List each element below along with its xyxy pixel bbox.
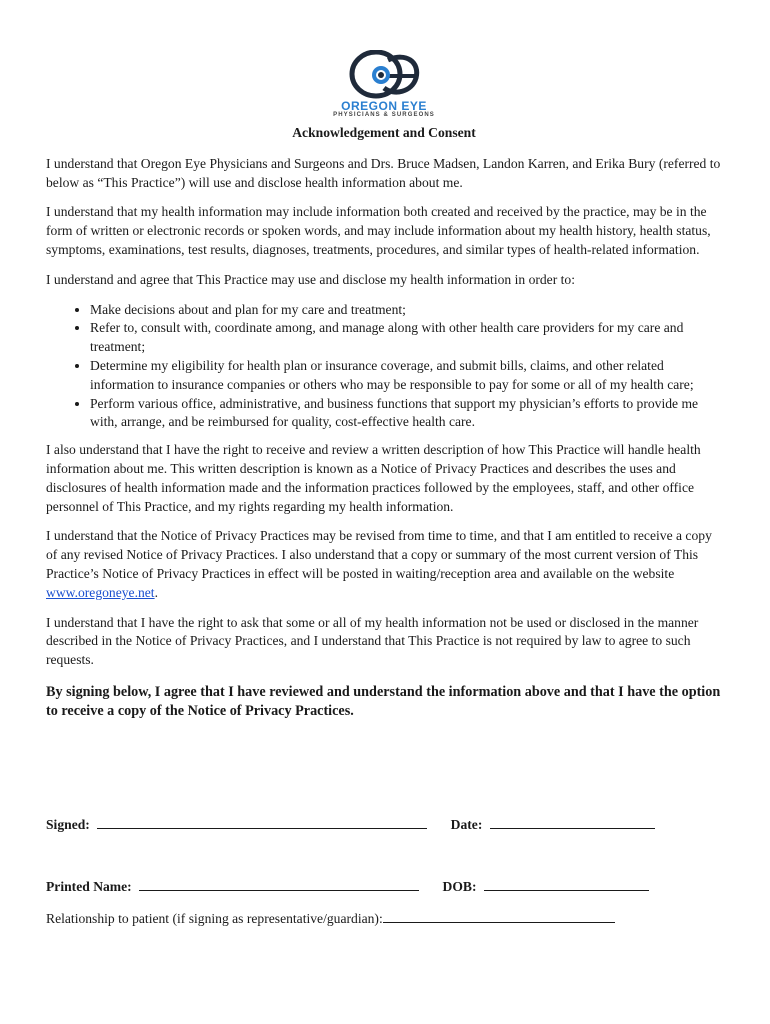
purpose-list xyxy=(46,301,722,433)
date-label: Date: xyxy=(450,817,483,832)
dob-label: DOB: xyxy=(442,879,477,894)
signature-row xyxy=(46,816,655,833)
relationship-row xyxy=(46,910,615,927)
list-item: • Determine my eligibility for health plan or insurance coverage, and submit bills, claims, and other related information to insurance companies or others who may be responsible to pay for some or all of my health care; xyxy=(90,357,722,395)
paragraph-notice-description: I also understand that I have the right to receive and review a written description of how This Practice will handle health information about me. This written description is known as a Notice of Privacy Practices and describes the uses and disclosures of health information made and the information practices followed by the employees, staff, and other office personnel of This Practice, and my rights regarding my health information. xyxy=(46,442,701,514)
list-item: • Refer to, consult with, coordinate among, and manage along with other health care providers for my care and treatment; xyxy=(90,319,722,357)
list-item: • Make decisions about and plan for my care and treatment; xyxy=(90,301,722,320)
paragraph-health-info: I understand that my health information may include information both created and received by the practice, may be in the form of written or electronic records or spoken words, and may include information about my health history, health status, symptoms, examinations, test results, diagnoses, treatments, procedures, and similar types of health-related information. xyxy=(46,204,711,257)
document-body xyxy=(46,124,722,732)
paragraph-use-disclose: I understand and agree that This Practice may use and disclose my health information in order to: xyxy=(46,271,575,287)
oregon-eye-logo xyxy=(326,50,442,120)
relationship-label: Relationship to patient (if signing as representative/guardian): xyxy=(46,911,383,926)
logo-name: OREGON EYE xyxy=(341,99,427,113)
signed-label: Signed: xyxy=(46,817,90,832)
printed-name-row xyxy=(46,878,649,895)
paragraph-restrictions: I understand that I have the right to ask that some or all of my health information not be used or disclosed in the manner described in the Notice of Privacy Practices, and I understand that This Practice is not required by law to agree to such requests. xyxy=(46,614,699,668)
website-link[interactable]: www.oregoneye.net xyxy=(46,584,155,600)
paragraph-notice-revisions xyxy=(46,527,722,602)
list-item: • Perform various office, administrative, and business functions that support my physician’s efforts to provide me with, arrange, and be reimbursed for quality, cost-effective health care. xyxy=(90,395,722,433)
logo-subtitle: PHYSICIANS & SURGEONS xyxy=(333,112,435,118)
printed-name-label: Printed Name: xyxy=(46,879,132,894)
notice-revisions-text: I understand that the Notice of Privacy Practices may be revised from time to time, and that I am entitled to receive a copy of any revised Notice of Privacy Practices. I also understand that a copy or summary of the most current version of This Practice’s Notice of Privacy Practices in effect will be posted in waiting/reception area and available on the website xyxy=(46,528,712,581)
signature-line[interactable] xyxy=(97,816,427,829)
date-line[interactable] xyxy=(490,816,655,829)
document-title: Acknowledgement and Consent xyxy=(292,125,476,140)
notice-revisions-end: . xyxy=(154,584,158,600)
dob-line[interactable] xyxy=(484,878,649,891)
paragraph-practice: I understand that Oregon Eye Physicians and Surgeons and Drs. Bruce Madsen, Landon Karren, and Erika Bury (referred to below as “This Practice”) will use and disclose health information about me. xyxy=(46,155,721,190)
agreement-statement: By signing below, I agree that I have reviewed and understand the information above and that I have the option to receive a copy of the Notice of Privacy Practices. xyxy=(46,683,721,719)
relationship-line[interactable] xyxy=(383,910,615,923)
eye-logo-icon xyxy=(326,50,442,102)
printed-name-line[interactable] xyxy=(139,878,419,891)
